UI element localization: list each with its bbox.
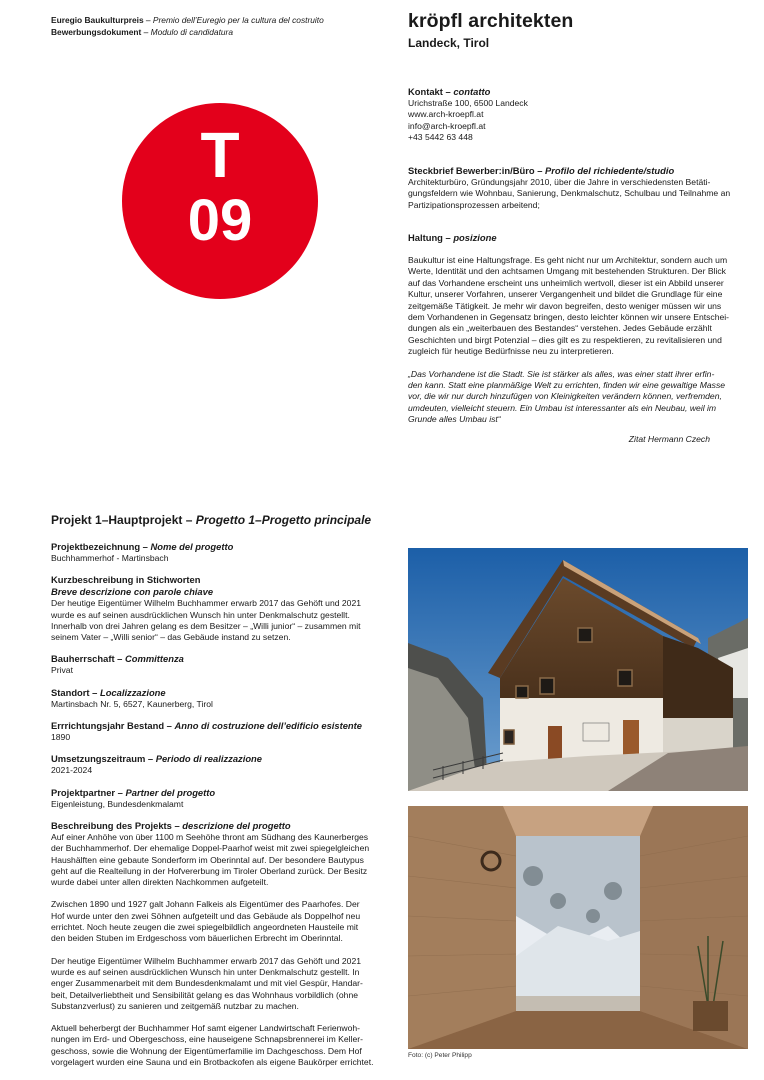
description-line: Haushälften eine gebaute Sonderform im Oberinntal auf. Der besondere Bautypus — [51, 854, 364, 865]
stance-line: dem Vorhandenen in Gegensatz bringen, desto leichter können wir unsere Entschei- — [408, 312, 730, 323]
year-built-heading: Errrichtungsjahr Bestand – Anno di costruzione dell’edificio esistente — [51, 720, 362, 732]
quote-line: Grunde alles Umbau ist“ — [408, 414, 501, 425]
partners-value: Eigenleistung, Bundesdenkmalamt — [51, 798, 184, 809]
project-title: Projekt 1–Hauptprojekt – Progetto 1–Progetto principale — [51, 513, 372, 527]
brief-line: Innerhalb von drei Jahren gelang es dem Besitzer – „Willi junior“ – zusammen mit — [51, 620, 361, 631]
quote-line: „Das Vorhandene ist die Stadt. Sie ist stärker als alles, was einer statt ihrer erfin- — [408, 368, 715, 379]
contact-phone: +43 5442 63 448 — [408, 132, 473, 143]
location-value: Martinsbach Nr. 5, 6527, Kaunerberg, Tirol — [51, 698, 213, 709]
brief-heading: Kurzbeschreibung in Stichworten — [51, 574, 201, 586]
partners-heading: Projektpartner – Partner del progetto — [51, 786, 216, 798]
contact-address: Urichstraße 100, 6500 Landeck — [408, 98, 528, 108]
category-badge — [122, 103, 318, 299]
project-details — [51, 541, 391, 1068]
brief-line: seinem Vater – „Willi senior“ – das Gebäude instand zu setzen. — [51, 632, 291, 643]
description-line: Substanzverlust) zu sanieren und zeitgemäß nutzbar zu machen. — [51, 1000, 299, 1011]
description-line: wurde dabei unter allen direkten Nachkommen aufgeteilt. — [51, 877, 269, 888]
contact-email-link[interactable]: info@arch-kroepfl.at — [408, 120, 486, 131]
contact-heading: Kontakt – contatto — [408, 86, 491, 97]
header-line-2: Bewerbungsdokument – Modulo di candidatura — [51, 27, 234, 37]
location-heading: Standort – Localizzazione — [51, 686, 166, 698]
profile-heading: Steckbrief Bewerber:in/Büro – Profilo del richiedente/studio — [408, 165, 675, 176]
description-line: Zwischen 1890 und 1927 galt Johann Falkeis als Eigentümer des Paarhofes. Der — [51, 899, 360, 910]
description-line: Auf einer Anhöhe von über 1100 m Seehöhe thront am Südhang des Kaunerberges — [51, 831, 369, 842]
stance-line: dungen als ein „weiterbauen des Bestandes“ verstehen. Jedes Gebäude erzählt — [408, 323, 712, 334]
description-line: der Buchhammerhof. Der ehemalige Doppel-Paarhof weist mit zwei spiegelgleichen — [51, 843, 370, 854]
description-line: den beiden Stuben im Erdgeschoss vom bäuerlichen Erbrecht im Oberinntal. — [51, 933, 343, 944]
profile-line: Architekturbüro, Gründungsjahr 2010, über die Jahre in verschiedensten Betäti- — [408, 177, 711, 187]
period-heading: Umsetzungszeitraum – Periodo di realizzazione — [51, 753, 262, 765]
stance-line: Geschichten und birgt Potenzial – dies gilt es zu respektieren, zu revitalisieren und — [408, 334, 722, 345]
stance-line: Baukultur ist eine Haltungsfrage. Es geht nicht nur um Architektur, sondern auch um — [408, 255, 728, 265]
description-line: wurde es auf seinen ausdrücklichen Wunsch hin unter Denkmalschutz gestellt. In — [51, 966, 360, 977]
project-name-heading: Projektbezeichnung – Nome del progetto — [51, 541, 234, 552]
contact-web-link[interactable]: www.arch-kroepfl.at — [408, 109, 484, 120]
header-line-1: Euregio Baukulturpreis – Premio dell’Euregio per la cultura del costruito — [51, 15, 324, 25]
brief-line: Der heutige Eigentümer Wilhelm Buchhammer erwarb 2017 das Gehöft und 2021 — [51, 598, 362, 609]
quote-citation: Zitat Hermann Czech — [628, 433, 710, 444]
stance-line: zugleich für heutige Bedürfnisse neu zu interpretieren. — [408, 346, 614, 357]
badge-letter: T — [200, 119, 240, 191]
brief-line: wurde es auf seinen ausdrücklichen Wunsch hin unter Denkmalschutz gestellt. — [51, 609, 350, 620]
description-line: enger Zusammenarbeit mit dem Bundesdenkmalamt und mit viel Gespür, Handar- — [51, 978, 363, 989]
project-name-value: Buchhammerhof - Martinsbach — [51, 553, 169, 563]
photo-credit: Foto: (c) Peter Philipp — [408, 1052, 472, 1059]
description-heading: Beschreibung des Projekts – descrizione del progetto — [51, 819, 291, 831]
quote-line: umdeuten, vielleicht steuern. Ein Umbau ist interessanter als ein Neubau, weil im — [408, 402, 717, 413]
stance-line: auf das Vorhandene erscheint uns unheimlich wertvoll, dieser ist ein Abbild unserer — [408, 277, 724, 288]
stance-section — [408, 232, 748, 445]
description-line: vorgelagert wurden eine Sauna und ein Brotbackofen als eigene Baukörper errichtet. — [51, 1057, 374, 1068]
description-line: nungen im Erd- und Obergeschoss, eine hauseigene Schnapsbrennerei im Keller- — [51, 1034, 363, 1045]
contact-section — [408, 86, 748, 144]
description-line: beit, Detailverliebtheit und Sensibilität gelang es das Wohnhaus vorbildlich (ohne — [51, 989, 359, 1000]
description-line: Aktuell beherbergt der Buchhammer Hof samt eigener Landwirtschaft Ferienwoh- — [51, 1023, 361, 1034]
stance-line: Werte, Identität und den achtsamen Umgang mit bestehenden Strukturen. Der Blick — [408, 266, 726, 277]
year-built-value: 1890 — [51, 732, 71, 743]
firm-location: Landeck, Tirol — [408, 36, 490, 50]
sauna-interior-photo — [408, 806, 748, 1049]
profile-line: gungsfeldern wie Wohnbau, Sanierung, Denkmalschutz, Schulbau und Teilnahme an — [408, 188, 731, 199]
description-line: Der heutige Eigentümer Wilhelm Buchhammer erwarb 2017 das Gehöft und 2021 — [51, 955, 362, 966]
stance-line: zeitgemäße Tätigkeit. Je mehr wir davon begreifen, desto weniger müssen wir uns — [408, 300, 722, 311]
farmhouse-exterior-photo — [408, 548, 748, 791]
profile-section — [408, 165, 748, 211]
profile-line: Partizipationsprozessen arbeitend; — [408, 199, 540, 210]
description-line: errichtet. Noch heute zeugen die zwei spiegelbildlich angeordneten Hausteile mit — [51, 922, 359, 933]
description-line: geschoss, sowie die Wohnung der Eigentümerfamilie im Dachgeschoss. Dem Hof — [51, 1045, 362, 1056]
quote-line: vor, die wir nur durch hinzufügen von Kleinigkeiten verändern können, verfremden, — [408, 391, 722, 402]
stance-heading: Haltung – posizione — [408, 232, 497, 243]
description-line: Hof wurde unter den zwei Söhnen aufgeteilt und das Gebäude als Doppelhof neu — [51, 910, 361, 921]
document-header — [51, 14, 324, 38]
firm-name: kröpfl architekten — [408, 10, 574, 32]
description-line: geht auf die Realteilung in der Hofvererbung im Tiroler Oberland zurück. Der Besitz — [51, 865, 368, 876]
brief-heading-it: Breve descrizione con parole chiave — [51, 586, 214, 598]
badge-number: 09 — [187, 188, 253, 253]
quote-line: den kann. Statt eine planmäßige Welt zu errichten, finden wir eine gewaltige Masse — [408, 380, 726, 391]
period-value: 2021-2024 — [51, 765, 93, 776]
client-heading: Bauherrschaft – Committenza — [51, 653, 184, 665]
stance-line: Kultur, unserer Vorfahren, unserer Vergangenheit und bildet die Grundlage für eine — [408, 289, 723, 300]
client-value: Privat — [51, 665, 73, 676]
